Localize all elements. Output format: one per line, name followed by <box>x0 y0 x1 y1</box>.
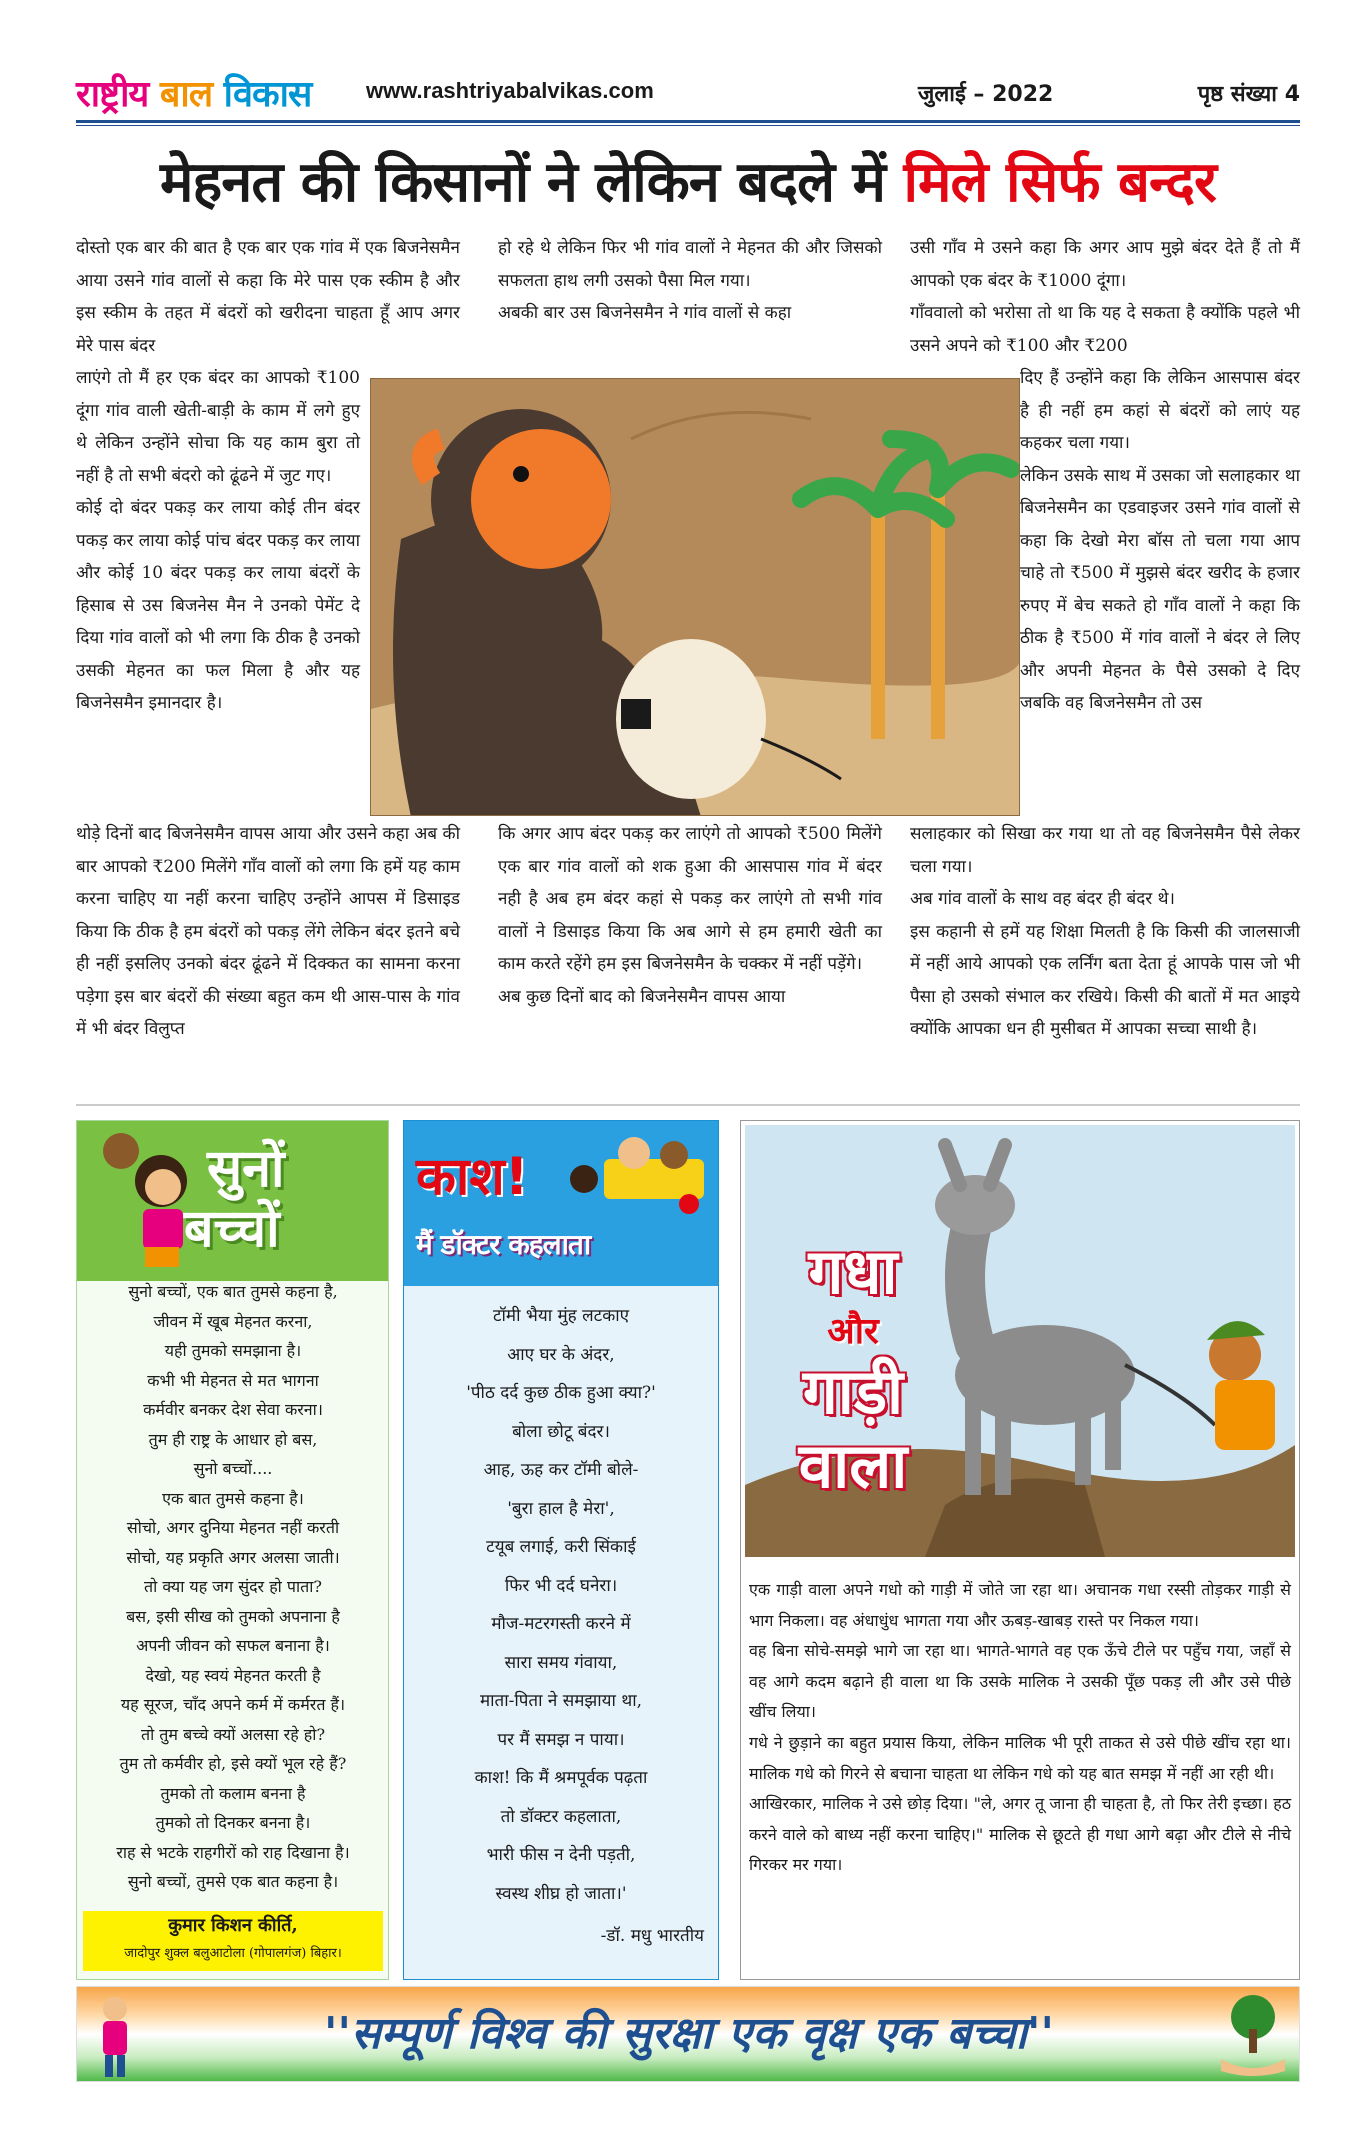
poem-box1-author: कुमार किशन कीर्ति, जादोपुर शुक्ल बलुआटोला (गोपालगंज) बिहार। <box>83 1911 383 1971</box>
poem-line: सुनो बच्चों.... <box>193 1459 273 1478</box>
poem-line: सोचो, अगर दुनिया मेहनत नहीं करती <box>126 1518 340 1537</box>
story-col1-top: दोस्तो एक बार की बात है एक बार एक गांव में एक बिजनेसमैन आया उसने गांव वालों से कहा कि मेरे पास एक स्कीम है और इस स्कीम के तहत में बंदरों को खरीदना चाहता हूँ आप अगर मेरे पास बंदर <box>76 238 460 356</box>
website-url[interactable]: www.rashtriyabalvikas.com <box>366 78 654 103</box>
poem-line: तो तुम बच्चे क्यों अलसा रहे हो? <box>140 1724 326 1744</box>
poem-line: माता-पिता ने समझाया था, <box>479 1691 643 1711</box>
page-number: पृष्ठ संख्या 4 <box>1197 82 1300 107</box>
poem-line: एक बात तुमसे कहना है। <box>162 1488 304 1508</box>
poem-line: कभी भी मेहनत से मत भागना <box>147 1370 319 1390</box>
poem-line: बोला छोटू बंदर। <box>512 1421 610 1442</box>
poem-line: भारी फीस न देनी पड़ती, <box>486 1845 636 1865</box>
poem-line: तुम ही राष्ट्र के आधार हो बस, <box>148 1429 318 1449</box>
story-col3-top: उसी गाँव मे उसने कहा कि अगर आप मुझे बंदर देते हैं तो मैं आपको एक बंदर के ₹1000 दूंगा। गाँववालो को भरोसा तो था कि यह दे सकता है क्योंकि पहले भी उसने अपने को ₹100 और ₹200 <box>910 238 1300 356</box>
poem-box2-author: -डॉ. मधु भारतीय <box>600 1926 704 1946</box>
poem-line: 'बुरा हाल है मेरा', <box>507 1498 615 1519</box>
page-headline: मेहनत की किसानों ने लेकिन बदले में मिले सिर्फ बन्दर <box>160 150 1216 215</box>
masthead-logo: राष्ट्रीय बाल विकास <box>76 74 312 115</box>
header-divider-thin <box>76 125 1300 126</box>
issue-date: जुलाई – 2022 <box>918 82 1054 107</box>
poem-line: देखो, यह स्वयं मेहनत करती है <box>145 1665 321 1685</box>
header-divider <box>76 120 1300 123</box>
poem-box1-header <box>77 1121 388 1281</box>
poem-line: सुनो बच्चों, एक बात तुमसे कहना है, <box>128 1282 338 1301</box>
poem-box2-header <box>404 1121 718 1286</box>
poem-line: अपनी जीवन को सफल बनाना है। <box>136 1636 330 1655</box>
poem-line: पर मैं समझ न पाया। <box>497 1729 625 1750</box>
poem-box1-title: सुनों बच्चों <box>183 1139 285 1259</box>
story-col1-bottom: थोड़े दिनों बाद बिजनेसमैन वापस आया और उसने कहा अब की बार आपको ₹200 मिलेंगे गाँव वालों को लगा कि हमें यह काम करना चाहिए या नहीं करना चाहिए उन्होंने आपस में डिसाइड किया कि ठीक है हम बंदरों को पकड़ लेंगे लेकिन बंदर इतने बचे ही नहीं इसलिए उनको बंदर ढूंढने में दिक्कत का सामना करना पड़ेगा इस बार बंदरों की संख्या बहुत कम थी आस-पास के गांव में भी बंदर विलुप्त <box>76 824 460 1039</box>
cartoon-characters-icon <box>564 1129 714 1219</box>
poem-line: यह सूरज, चाँद अपने कर्म में कर्मरत हैं। <box>120 1695 346 1714</box>
poem-line: सारा समय गंवाया, <box>504 1652 618 1673</box>
poem-line: जीवन में खूब मेहनत करना, <box>153 1311 313 1331</box>
poem-line: फिर भी दर्द घनेरा। <box>504 1575 618 1596</box>
poem-line: राह से भटके राहगीरों को राह दिखाना है। <box>116 1842 350 1862</box>
footer-banner <box>76 1986 1300 2082</box>
monkey-illustration <box>370 378 1020 816</box>
page-header <box>76 68 1300 128</box>
story-col3-side: दिए हैं उन्होंने कहा कि लेकिन आसपास बंदर है ही नहीं हम कहां से बंदरों को लाएं यह कहकर चला गया। लेकिन उसके साथ में उसका जो सलाहकार था बिजनेसमैन का एडवाइजर उसने गांव वालों से कहा कि देखो मेरा बॉस तो चला गया आप चाहे तो ₹500 में मुझसे बंदर खरीद के हजार रुपए में बेच सकते हो गाँव वालों ने कहा कि ठीक है ₹500 में गांव वालों ने बंदर ले लिए और अपनी मेहनत के पैसे उसको दे दिए जबकि वह बिजनेसमैन तो उस <box>1020 368 1300 713</box>
poem-line: तुम तो कर्मवीर हो, इसे क्यों भूल रहे हैं? <box>119 1754 347 1773</box>
story-box-gadha-gadi-wala <box>740 1120 1300 1980</box>
story-col2-top: हो रहे थे लेकिन फिर भी गांव वालों ने मेहनत की और जिसको सफलता हाथ लगी उसको पैसा मिल गया। अबकी बार उस बिजनेसमैन ने गांव वालों से कहा <box>498 238 882 323</box>
poem-box2-text <box>412 1297 710 1913</box>
story-box3-text: एक गाड़ी वाला अपने गधो को गाड़ी में जोते जा रहा था। अचानक गधा रस्सी तोड़कर गाड़ी से भाग निकला। वह अंधाधुंध भागता गया और ऊबड़-खाबड़ रास्ते पर निकल गया। वह बिना सोचे-समझे भागे जा रहा था। भागते-भागते वह एक ऊँचे टीले पर पहुँच गया, जहाँ से वह आगे कदम बढ़ाने ही वाला था कि उसके मालिक ने उसकी पूँछ पकड़ ली और उसे पीछे खींच लिया। गधे ने छुड़ाने का बहुत प्रयास किया, लेकिन मालिक भी पूरी ताकत से उसे पीछे खींच रहा था। मालिक गधे को गिरने से बचाना चाहता था लेकिन गधे को यह बात समझ में नहीं आ रही थी। आखिरकार, मालिक ने उसे छोड़ दिया। "ले, अगर तू जाना ही चाहता है, तो फिर तेरी इच्छा। हठ करने वाले को बाध्य नहीं करना चाहिए।" मालिक से छूटते ही गधा आगे बढ़ा और टीले से नीचे गिरकर मर गया। <box>749 1580 1291 1875</box>
story-col1-side: लाएंगे तो मैं हर एक बंदर का आपको ₹100 दूंगा गांव वाली खेती-बाड़ी के काम में लगे हुए थे लेकिन उन्होंने सोचा कि यह काम बुरा तो नहीं है तो सभी बंदरो को ढूंढने में जुट गए। कोई दो बंदर पकड़ कर लाया कोई तीन बंदर पकड़ कर लाया कोई पांच बंदर पकड़ कर लाया और कोई 10 बंदर पकड़ कर लाया बंदरों के हिसाब से उस बिजनेस मैन ने उनको पेमेंट दे दिया गांव वालों को भी लगा कि ठीक है उनको उसकी मेहनत का फल मिला है और यह बिजनेसमैन इमानदार है। <box>76 368 360 713</box>
footer-slogan: ''सम्पूर्ण विश्व की सुरक्षा एक वृक्ष एक बच्चा'' <box>324 2008 1054 2059</box>
poem-line: सुनो बच्चों, तुमसे एक बात कहना है। <box>127 1872 339 1891</box>
poem-line: कर्मवीर बनकर देश सेवा करना। <box>143 1400 323 1419</box>
poem-box-kash <box>403 1120 719 1980</box>
poem-line: 'पीठ दर्द कुछ ठीक हुआ क्या?' <box>466 1383 656 1403</box>
poem-line: आह, ऊह कर टॉमी बोले- <box>483 1460 639 1480</box>
section-divider <box>76 1104 1300 1106</box>
poem-line: स्वस्थ शीघ्र हो जाता।' <box>495 1883 627 1904</box>
poem-line: तो डॉक्टर कहलाता, <box>500 1806 622 1827</box>
story-col3-bottom: सलाहकार को सिखा कर गया था तो वह बिजनेसमैन पैसे लेकर चला गया। अब गांव वालों के साथ वह बंदर ही बंदर थे। इस कहानी से हमें यह शिक्षा मिलती है कि किसी की जालसाजी में नहीं आये आपको एक लर्निंग बता देता हूं आपके पास जो भी पैसा हो उसको संभाल कर रखिये। किसी की बातों में मत आइये क्योंकि आपका धन ही मुसीबत में आपका सच्चा साथी है। <box>910 824 1300 1039</box>
tree-in-hand-icon <box>1213 1989 1293 2079</box>
monkey-scene-icon <box>371 379 1020 816</box>
poem-box2-subtitle: मैं डॉक्टर कहलाता <box>416 1228 591 1261</box>
poem-line: टॉमी भैया मुंह लटकाए <box>492 1306 630 1326</box>
poem-line: सोचो, यह प्रकृति अगर अलसा जाती। <box>126 1547 340 1567</box>
poem-box2-title: काश! <box>416 1147 529 1207</box>
poem-line: आए घर के अंदर, <box>507 1344 615 1365</box>
poem-line: यही तुमको समझाना है। <box>164 1341 302 1360</box>
poem-box-suno-bachcho <box>76 1120 389 1980</box>
poem-line: बस, इसी सीख को तुमको अपनाना है <box>126 1606 340 1626</box>
poem-line: तुमको तो कलाम बनना है <box>160 1783 306 1803</box>
story-col2-bottom: कि अगर आप बंदर पकड़ कर लाएंगे तो आपको ₹500 मिलेंगे एक बार गांव वालों को शक हुआ की आसपास गांव में बंदर नही है अब हम बंदर कहां से पकड़ कर लाएंगे तो सभी गांव वालों ने डिसाइड किया कि अब आगे से हम हमारी खेती का काम करते रहेंगे हम इस बिजनेसमैन के चक्कर में नहीं पड़ेंगे। अब कुछ दिनों बाद को बिजनेसमैन वापस आया <box>498 824 882 1007</box>
poem-box1-text <box>83 1277 383 1897</box>
poem-line: तुमको तो दिनकर बनना है। <box>155 1813 311 1832</box>
poem-line: मौज-मटरगस्ती करने में <box>491 1614 631 1634</box>
poem-line: तो क्या यह जग सुंदर हो पाता? <box>144 1577 322 1596</box>
poem-line: काश! कि मैं श्रमपूर्वक पढ़ता <box>474 1768 648 1788</box>
story-box3-title: गधा और गाड़ी वाला <box>798 1235 908 1502</box>
poem-line: टयूब लगाई, करी सिंकाई <box>486 1537 636 1557</box>
donkey-illustration <box>745 1125 1295 1557</box>
